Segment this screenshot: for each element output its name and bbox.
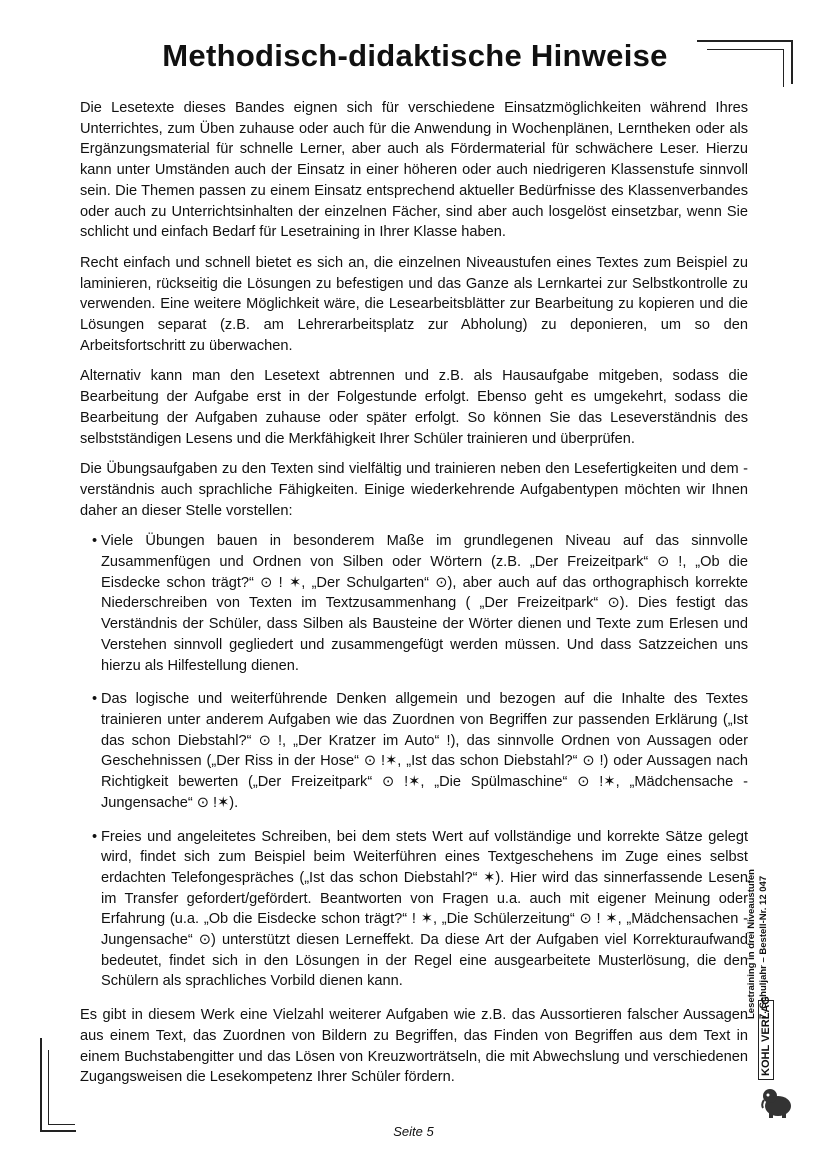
bullet-icon: • bbox=[92, 533, 98, 550]
paragraph: Die Lesetexte dieses Bandes eignen sich für verschiedene Einsatzmöglichkeiten während Ihres Unterrichtes, zum Üben zuhause oder auch für die Anwendung in Wochenplänen, Lerntheken oder als Ergänzungsmaterial für schnelle Lerner, aber auch als Fördermaterial für schwächere Leser. Hierzu kann unter Umständen auch der Einsatz in einer höheren oder auch niedrigeren Klassenstufe sinnvoll sein. Die Themen passen zu einem Einsatz entsprechend aktueller Bedürfnisse des Klassenverbandes oder auch zu Unterrichtsinhalten der einzelnen Fächer, sind aber auch losgelöst einsetzbar, wenn Sie schlicht und einfach Bedarf für Lesetraining in Ihrer Klasse haben. bbox=[80, 100, 748, 241]
paragraph: Die Übungsaufgaben zu den Texten sind vielfältig und trainieren neben den Lesefertigkeiten und dem -verständnis auch sprachliche Fähigkeiten. Einige wiederkehrende Aufgabentypen möchten wir Ihnen daher an dieser Stelle vorstellen: bbox=[80, 461, 748, 519]
bullet-icon: • bbox=[92, 828, 98, 845]
main-content bbox=[80, 98, 748, 1098]
publisher-name: KOHL VERLAG bbox=[758, 1000, 774, 1080]
paragraph: Alternativ kann man den Lesetext abtrennen und z.B. als Hausaufgabe mitgeben, sodass die Bearbeitung der Aufgabe erst in der Folgestunde erfolgt. Ebenso geht es umgekehrt, sodass die Bearbeitung der Aufgaben zuhause oder später erfolgt. So können Sie das Leseverständnis des selbstständigen Lesens und die Merkfähigkeit Ihrer Schüler trainieren und überprüfen. bbox=[80, 368, 748, 447]
list-item-text: Freies und angeleitetes Schreiben, bei dem stets Wert auf vollständige und korrekte Sätze gelegt wird, findet sich zum Beispiel beim Weiterführen eines Textgeschehens im Zuge eines selbst erdachten Telefongespräches („Ist das schon Diebstahl?“ ✶). Hier wird das sinnerfassende Lesen im Transfer gefordert/gefördert. Beantworten von Fragen u.a. auch mit eigener Meinung oder Erfahrung (u.a. „Ob die Eisdecke schon trägt?“ ! ✶, „Die Schülerzeitung“ ⊙ ! ✶, „Mädchensachen - Jungensache“ ⊙) unterstützt diesen Lerneffekt. Da diese Art der Aufgaben viel Korrekturaufwand bedeutet, findet sich in den Lösungen in der Regel eine ausgearbeitete Musterlösung, die den Schülern als sprachliches Vorbild dienen kann. bbox=[101, 828, 749, 990]
list-item bbox=[92, 531, 748, 676]
bullet-icon: • bbox=[92, 691, 98, 708]
book-info-label bbox=[746, 747, 806, 1019]
publisher-logo bbox=[758, 996, 794, 1120]
list-item bbox=[92, 689, 748, 813]
corner-frame-bottom-left-inner bbox=[48, 1050, 75, 1125]
page-number: Seite 5 bbox=[393, 1124, 434, 1139]
book-series-title: Lesetraining in drei Niveaustufen bbox=[746, 869, 757, 1019]
book-order-number: 7. Schuljahr – Bestell-Nr. 12 047 bbox=[758, 875, 769, 1019]
mascot-icon bbox=[760, 1084, 794, 1118]
paragraph: Recht einfach und schnell bietet es sich an, die einzelnen Niveaustufen eines Textes zum Beispiel zu laminieren, rückseitig die Lösungen zu befestigen und das Ganze als Lernkartei zur Selbstkontrolle zu verwenden. Eine weitere Möglichkeit wäre, die Lesearbeitsblätter zur Bearbeitung zu kopieren und die Lösungen separat (z.B. am Lehrerarbeitsplatz zur Abholung) zu deponieren, um so den Arbeitsfortschritt zu überwachen. bbox=[80, 254, 748, 354]
list-item-text: Viele Übungen bauen in besonderem Maße im grundlegenen Niveau auf das sinnvolle Zusammenfügen und Ordnen von Silben oder Wörtern (z.B. „Der Freizeitpark“ ⊙ !, „Ob die Eisdecke schon trägt?“ ⊙ ! ✶, „Der Schulgarten“ ⊙), aber auch auf das orthographisch korrekte Niederschreiben von Texten im Textzusammenhang ( „Der Freizeitpark“ ⊙). Dies festigt das Verständnis der Schüler, dass Silben als Bausteine der Wörter dienen und Texte zum Erlesen und Verstehen sinnvoll gegliedert und zusammengefügt werden müssen. Und dass Satzzeichen uns hierzu als Hilfestellung dienen. bbox=[101, 533, 748, 674]
list-item-text: Das logische und weiterführende Denken allgemein und bezogen auf die Inhalte des Textes trainieren unter anderem Aufgaben wie das Zuordnen von Begriffen zur passenden Erklärung („Ist das schon Diebstahl?“ ⊙ !, „Der Kratzer im Auto“ !), das sinnvolle Ordnen von Aussagen oder Geschehnissen („Der Riss in der Hose“ ⊙ !✶, „Ist das schon Diebstahl?“ ⊙ !) oder Aussagen nach Richtigkeit bewerten („Der Freizeitpark“ ⊙ !✶, „Die Spülmaschine“ ⊙ !✶, „Mädchensache - Jungensache“ ⊙ !✶). bbox=[101, 691, 748, 811]
list-item bbox=[92, 827, 749, 993]
task-type-list bbox=[80, 531, 748, 992]
closing-paragraph: Es gibt in diesem Werk eine Vielzahl weiterer Aufgaben wie z.B. das Aussortieren falscher Aussagen aus einem Text, das Zuordnen von Bildern zu Begriffen, das Finden von Begriffen aus dem Text in einem Buchstabengitter und das Lösen von Kreuzworträtseln, die mit Abwechslung und verschiedenen Zugangsweisen die Lesekompetenz Ihrer Schüler fördern. bbox=[80, 1007, 748, 1086]
page-title: Methodisch-didaktische Hinweise bbox=[162, 38, 668, 73]
